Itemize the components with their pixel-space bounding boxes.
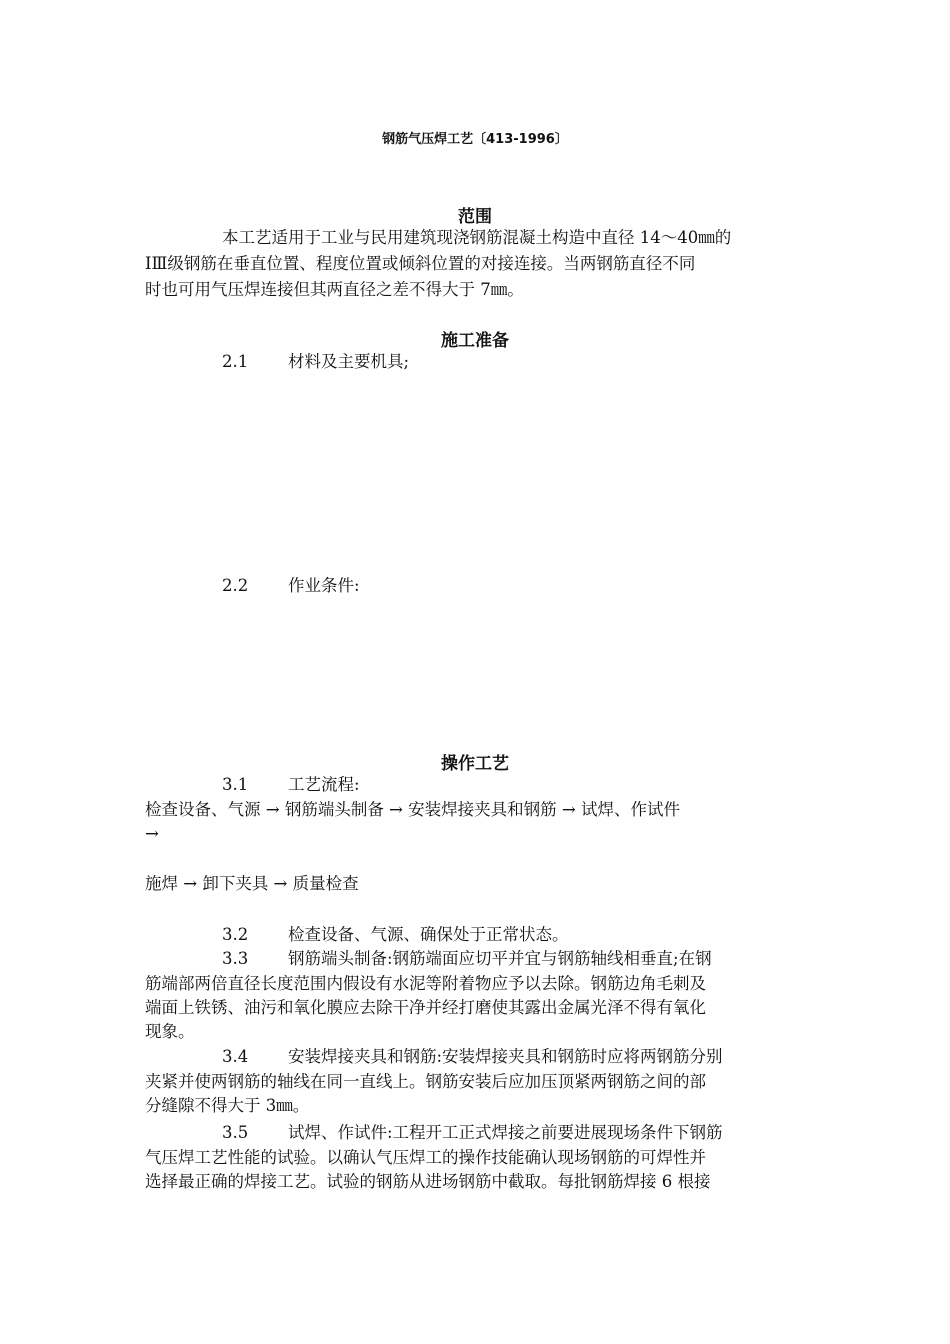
item-number: 3.5 (222, 1123, 249, 1142)
section-heading-scope: 范围 (458, 207, 492, 227)
scope-paragraph-line: 时也可用气压焊连接但其两直径之差不得大于 7㎜。 (145, 280, 524, 299)
item-number: 3.2 (222, 925, 249, 944)
item-2-1 (222, 350, 409, 374)
item-text: 检查设备、气源、确保处于正常状态。 (288, 925, 569, 944)
item-3-3 (222, 947, 712, 971)
item-text: 安装焊接夹具和钢筋:安装焊接夹具和钢筋时应将两钢筋分别 (288, 1047, 723, 1066)
item-text: 试焊、作试件:工程开工正式焊接之前要进展现场条件下钢筋 (288, 1123, 723, 1142)
paragraph-line: 现象。 (145, 1022, 195, 1041)
item-number: 3.3 (222, 949, 249, 968)
paragraph-line: 分缝隙不得大于 3㎜。 (145, 1096, 310, 1115)
paragraph-line: 筋端部两倍直径长度范围内假设有水泥等附着物应予以去除。钢筋边角毛刺及 (145, 974, 706, 993)
process-flow-line: 施焊 → 卸下夹具 → 质量检查 (145, 874, 359, 893)
scope-paragraph-line: 本工艺适用于工业与民用建筑现浇钢筋混凝土构造中直径 14～40㎜的 (222, 228, 732, 247)
process-flow-arrow: → (145, 824, 159, 843)
item-text: 工艺流程: (288, 775, 360, 794)
item-3-2 (222, 923, 569, 947)
scope-paragraph-line: ⅠⅢ级钢筋在垂直位置、程度位置或倾斜位置的对接连接。当两钢筋直径不同 (145, 254, 696, 273)
item-3-5 (222, 1121, 723, 1145)
item-number: 3.1 (222, 775, 249, 794)
paragraph-line: 夹紧并使两钢筋的轴线在同一直线上。钢筋安装后应加压顶紧两钢筋之间的部 (145, 1072, 706, 1091)
item-number: 2.1 (222, 352, 249, 371)
item-3-1 (222, 773, 360, 797)
section-heading-process: 操作工艺 (441, 754, 509, 774)
paragraph-line: 端面上铁锈、油污和氧化膜应去除干净并经打磨使其露出金属光泽不得有氧化 (145, 998, 706, 1017)
paragraph-line: 选择最正确的焊接工艺。试验的钢筋从进场钢筋中截取。每批钢筋焊接 6 根接 (145, 1172, 711, 1191)
item-text: 钢筋端头制备:钢筋端面应切平并宜与钢筋轴线相垂直;在钢 (288, 949, 712, 968)
section-heading-preparation: 施工准备 (441, 331, 509, 351)
process-flow-line: 检查设备、气源 → 钢筋端头制备 → 安装焊接夹具和钢筋 → 试焊、作试件 (145, 800, 680, 819)
item-text: 作业条件: (288, 576, 360, 595)
item-number: 2.2 (222, 576, 249, 595)
item-number: 3.4 (222, 1047, 249, 1066)
item-text: 材料及主要机具; (288, 352, 410, 371)
paragraph-line: 气压焊工艺性能的试验。以确认气压焊工的操作技能确认现场钢筋的可焊性并 (145, 1148, 706, 1167)
item-3-4 (222, 1045, 723, 1069)
document-title: 钢筋气压焊工艺〔413-1996〕 (382, 132, 568, 147)
item-2-2 (222, 574, 360, 598)
